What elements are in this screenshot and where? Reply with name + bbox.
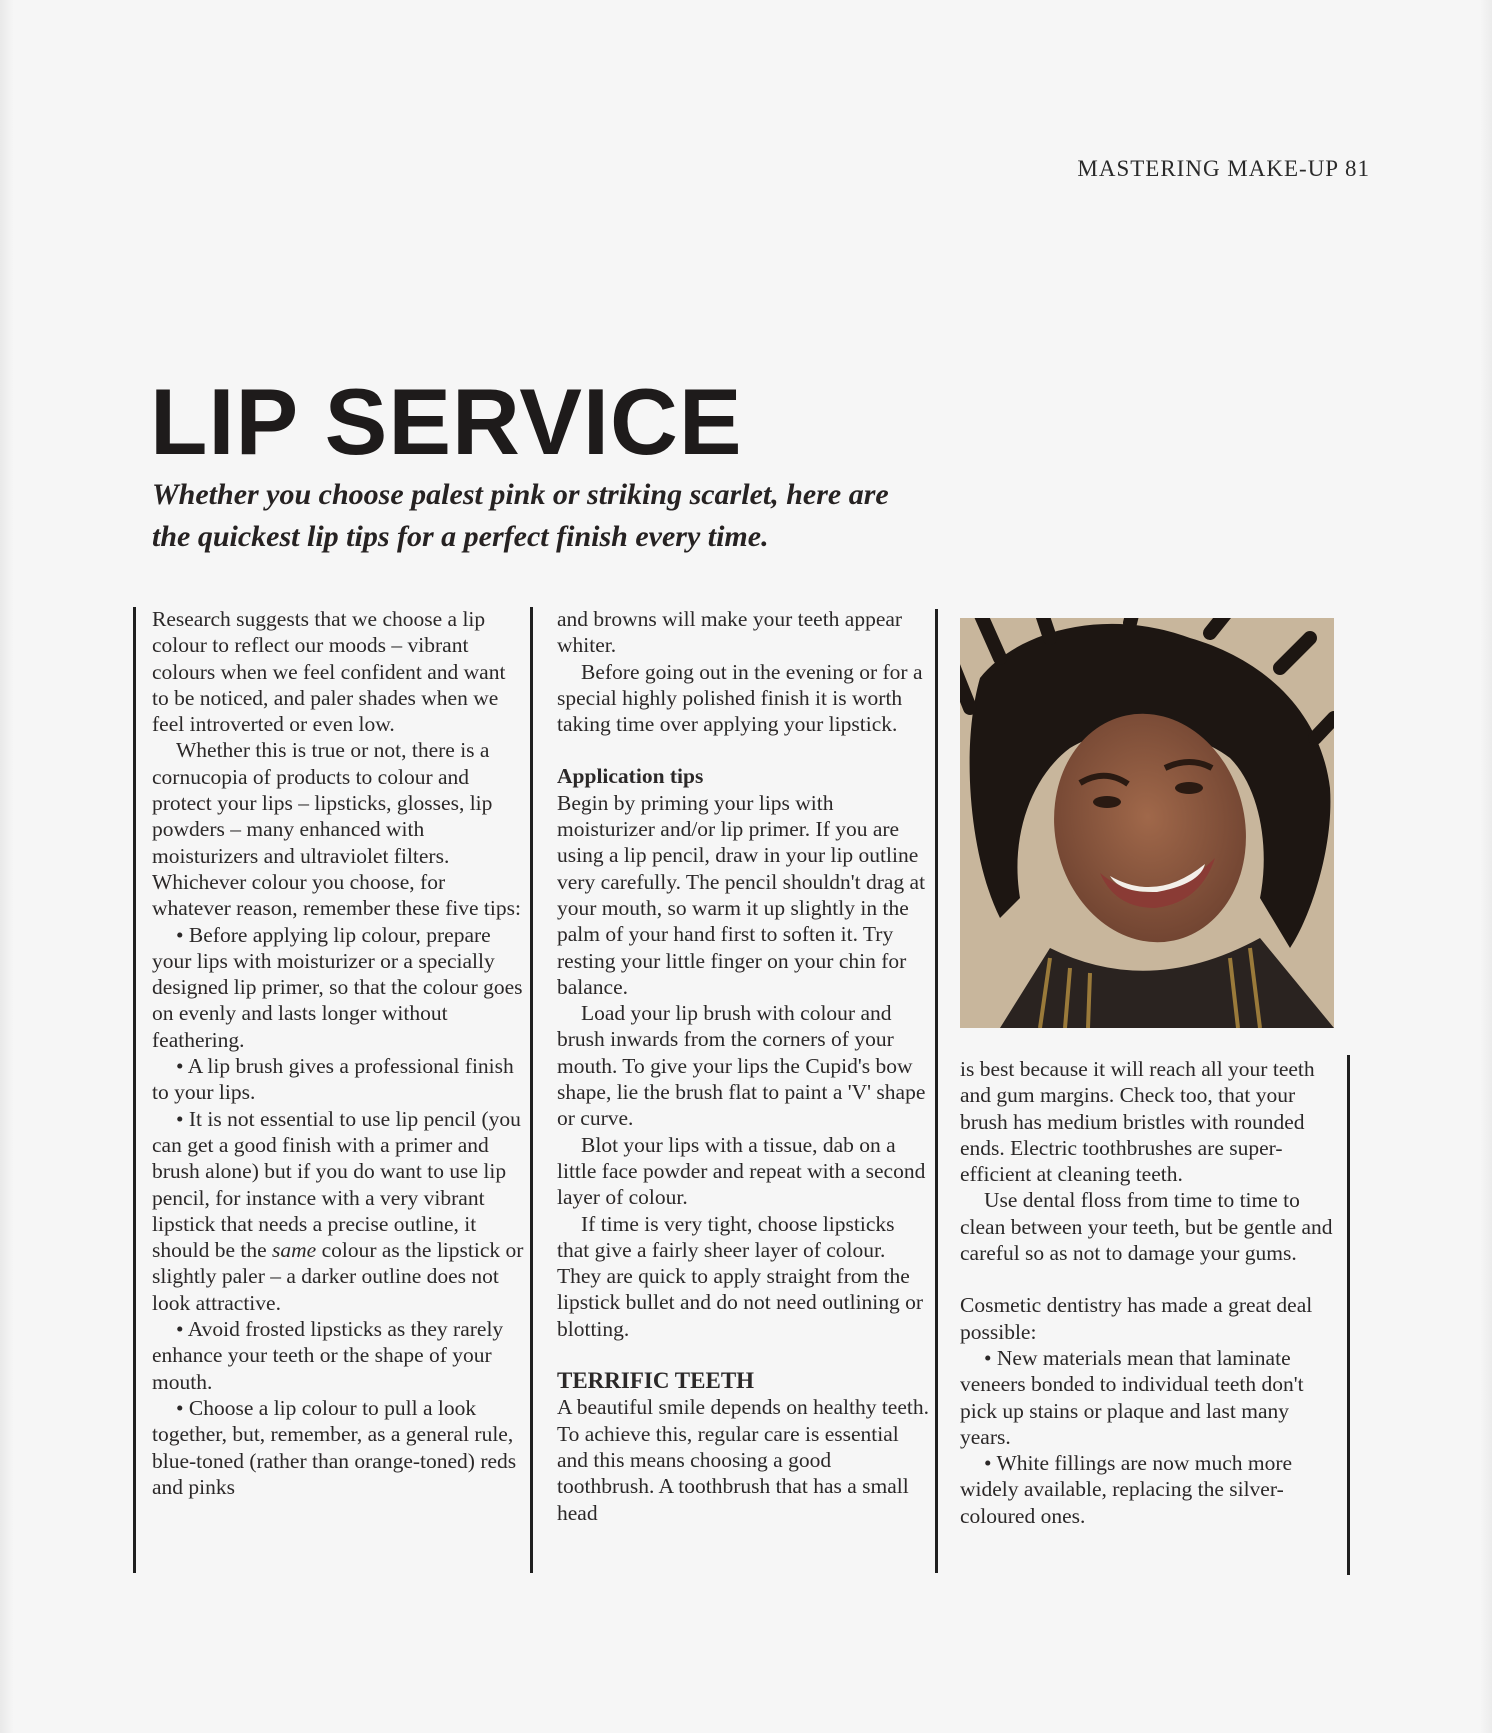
paragraph: Before going out in the evening or for a special highly polished finish it is worth taking time over applying your lipstick. [557,659,923,737]
spacer [960,1266,1335,1292]
standfirst-line-1: Whether you choose palest pink or striking scarlet, here are [152,478,889,511]
subhead-terrific-teeth: TERRIFIC TEETH [557,1368,755,1394]
column-rule [1347,1055,1350,1575]
paragraph: Begin by priming your lips with moisturizer and/or lip primer. If you are using a lip pencil, draw in your lip outline very carefully. The pencil shouldn't drag at your mouth, so warm it up slightly in the palm of your hand first to soften it. Try resting your little finger on your chin for balance. [557,790,926,999]
paragraph: Blot your lips with a tissue, dab on a little face powder and repeat with a second layer of colour. [557,1132,926,1210]
paragraph: Load your lip brush with colour and brush inwards from the corners of your mouth. To give your lips the Cupid's bow shape, lie the brush flat to paint a 'V' shape or curve. [557,1001,926,1131]
article-title: LIP SERVICE [150,369,743,474]
left-eye [1093,796,1121,808]
text-column-3 [960,1056,1335,1529]
standfirst-line-2: the quickest lip tips for a perfect finish every time. [152,520,769,553]
bullet-item: • New materials mean that laminate veneers bonded to individual teeth don't pick up stains or plaque and last many years. [960,1345,1304,1449]
text-column-2 [557,606,929,1526]
paragraph: and browns will make your teeth appear whiter. [557,607,903,658]
column-rule [935,609,938,1573]
bullet-item [152,1106,524,1316]
emphasis: same [272,1238,317,1263]
paragraph: Cosmetic dentistry has made a great deal possible: [960,1293,1313,1344]
running-head: MASTERING MAKE-UP 81 [1077,156,1370,181]
portrait-illustration [960,618,1334,1028]
bullet-item: • Avoid frosted lipsticks as they rarely enhance your teeth or the shape of your mouth. [152,1317,504,1394]
column-rule [133,607,136,1573]
paragraph: If time is very tight, choose lipsticks that give a fairly sheer layer of colour. They are quick to apply straight from the lipstick bullet and do not need outlining or blotting. [557,1211,924,1341]
paragraph: Use dental floss from time to time to clean between your teeth, but be gentle and careful so as not to damage your gums. [960,1188,1333,1266]
bullet-item: • White fillings are now much more widely available, replacing the silver-coloured ones. [960,1451,1293,1528]
portrait-photo [960,618,1334,1028]
paragraph: A beautiful smile depends on healthy teeth. To achieve this, regular care is essential and this means choosing a good toothbrush. A toothbrush that has a small head [557,1395,929,1525]
right-eye [1175,782,1203,794]
paragraph: Whether this is true or not, there is a cornucopia of products to colour and protect your lips – lipsticks, glosses, lip powders – many enhanced with moisturizers and ultraviolet filters. Whichever colour you choose, for whatever reason, remember these five tips: [152,738,521,921]
bullet-item: • Choose a lip colour to pull a look together, but, remember, as a general rule, blue-toned (rather than orange-toned) reds and pinks [152,1395,517,1499]
spacer [557,737,929,763]
paragraph: is best because it will reach all your teeth and gum margins. Check too, that your brush has medium bristles with rounded ends. Electric toothbrushes are super-efficient at cleaning teeth. [960,1057,1315,1187]
subhead-application-tips: Application tips [557,764,704,789]
bullet-text: colour as the lipstick or slightly paler – a darker outline does not look attractive. [152,1238,524,1315]
bullet-text: • It is not essential to use lip pencil (you can get a good finish with a primer and brush alone) but if you do want to use lip pencil, for instance with a very vibrant lipstick that needs a precise outline, it should be the [152,1106,521,1263]
column-rule [530,607,533,1573]
paragraph: Research suggests that we choose a lip colour to reflect our moods – vibrant colours when we feel confident and want to be noticed, and paler shades when we feel introverted or even low. [152,607,506,737]
text-column-1 [152,606,524,1500]
bullet-item: • Before applying lip colour, prepare your lips with moisturizer or a specially designed lip primer, so that the colour goes on evenly and lasts longer without feathering. [152,922,523,1052]
spacer [557,1342,929,1368]
standfirst [152,474,1052,558]
bullet-item: • A lip brush gives a professional finish to your lips. [152,1054,514,1105]
